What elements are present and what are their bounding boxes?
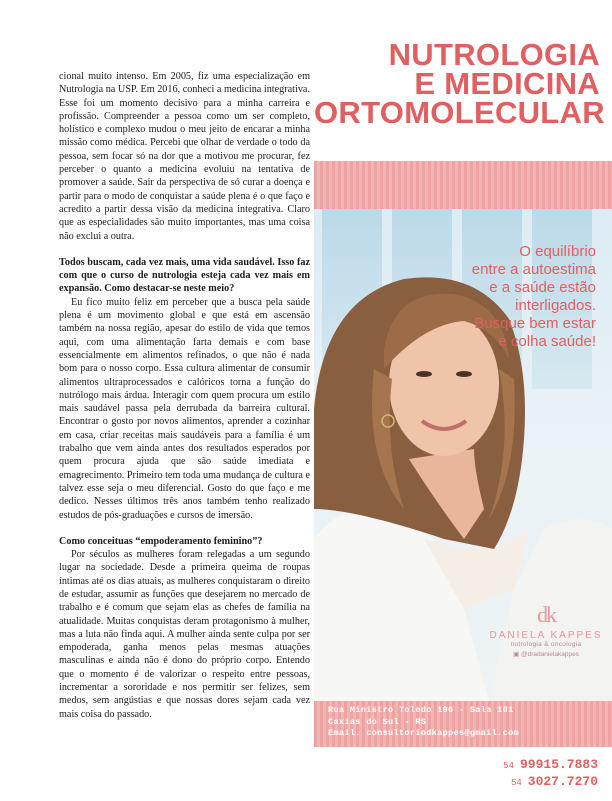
instagram-handle: [486, 650, 606, 658]
email-line: Email. consultoriodkappes@gmail.com: [328, 728, 519, 738]
tagline-line: Busque bem estar: [474, 315, 596, 332]
article-paragraph: Por séculos as mulheres foram relegadas a um segundo lugar na sociedade. Desde a primeira queima de roupas íntimas até os dias atuais, as mulheres conquistaram o direito de estudar, assumir as funções que desejarem no mercado de trabalho e é comum que sejam elas as chefes de família na atualidade. Muitas conquistas deram protagonismo à mulher, mas a luta não finda aqui. A mulher ainda sente culpa por ser empoderada, ganha menos pelas mesmas atuações masculinas e ainda não é dono do próprio corpo. Entendo que o momento é de valorizar o respeito entre pessoas, incrementar a sororidade e nos permitir ser felizes, sem medos, sem angústias e que nossas dores sejam cada vez mais coisa do passado.: [59, 549, 310, 720]
ad-title-line: NUTROLOGIA: [388, 37, 600, 72]
instagram-icon: ▣: [513, 651, 522, 658]
ad-title-line: E MEDICINA: [414, 66, 600, 101]
decorative-stripe-band: [314, 161, 612, 209]
ad-title-line: ORTOMOLECULAR: [314, 95, 605, 130]
phone-numbers: [503, 757, 598, 791]
phone-number: 99915.7883: [519, 757, 598, 772]
ad-tagline: [396, 243, 596, 351]
phone-row: [503, 774, 598, 791]
tagline-line: entre a autoestima: [471, 261, 596, 278]
advertisement: [314, 0, 612, 801]
article-column: [59, 70, 310, 721]
article-question: Todos buscam, cada vez mais, uma vida saudável. Isso faz com que o curso de nutrologia esteja cada vez mais em expansão. Como destacar-se neste meio?: [59, 256, 310, 295]
phone-row: [503, 757, 598, 774]
brand-logo: [486, 604, 606, 658]
phone-number: 3027.7270: [527, 774, 598, 789]
phone-area-code: 54: [510, 778, 522, 788]
address-block: [328, 705, 608, 740]
tagline-line: e a saúde estão: [489, 279, 596, 296]
article-paragraph: cional muito intenso. Em 2005, fiz uma especialização em Nutrologia na USP. Em 2016, conheci a medicina integrativa. Esse foi um momento decisivo para a minha carreira e profissão. Compreender a pessoa como um ser completo, holístico e complexo mudou o meu jeito de encarar a minha missão como médica. Percebi que olhar de verdade o todo da pessoa, sem focar só na dor que a motivou me procurar, fez perceber o quanto a medicina evoluiu na tentativa de promover a saúde. Sair da perspectiva de só curar a doença e partir para o modo de conquistar a saúde plena é o que faço e acredito a partir dessa visão da medicina integrativa. Claro que as especialidades são muito importantes, mas uma coisa não exclui a outra.: [59, 71, 310, 242]
tagline-line: O equilíbrio: [519, 243, 596, 260]
address-line: Rua Ministro Toledo 196 - Sala 101: [328, 705, 514, 715]
logo-subtitle: nutrologia & oncologia: [510, 641, 582, 648]
phone-area-code: 54: [503, 761, 514, 771]
article-question: Como conceituas “empoderamento feminino”?: [59, 535, 263, 547]
logo-brand-name: DANIELA KAPPES: [489, 630, 603, 641]
article-paragraph: Eu fico muito feliz em perceber que a busca pela saúde plena é um movimento global e que está em ascensão também na nossa região, apesar do estilo de vida que temos aqui, com uma alimentação farta demais e com base essencialmente em alimentos refinados, o que não é nada bom para o nosso corpo. Essa cultura alimentar de consumir alimentos ultraprocessados e calóricos torna a função do nutrólogo mais árdua. Interagir com quem procura um estilo mais saudável passa pela derrubada da barreira cultural. Encontrar o gosto por novos alimentos, aprender a cozinhar em casa, criar receitas mais saudáveis para a família é um trabalho que vem ainda antes dos resultados esperados por quem procura ajuda que são saúde imediata e emagrecimento. Primeiro tem toda uma mudança de cultura e talvez esse seja o meu diferencial. Gosto do que faço e me dedico. Nesses últimos três anos também tenho realizado estudos de pós-graduações e cursos de imersão.: [59, 296, 310, 521]
ad-title: [314, 37, 605, 130]
instagram-handle-text: @dradanielakappes: [521, 651, 579, 658]
tagline-line: interligados.: [515, 297, 596, 314]
tagline-line: e colha saúde!: [498, 333, 596, 350]
logo-monogram: dk: [537, 602, 555, 627]
address-line: Caxias do Sul - RS: [328, 716, 427, 727]
